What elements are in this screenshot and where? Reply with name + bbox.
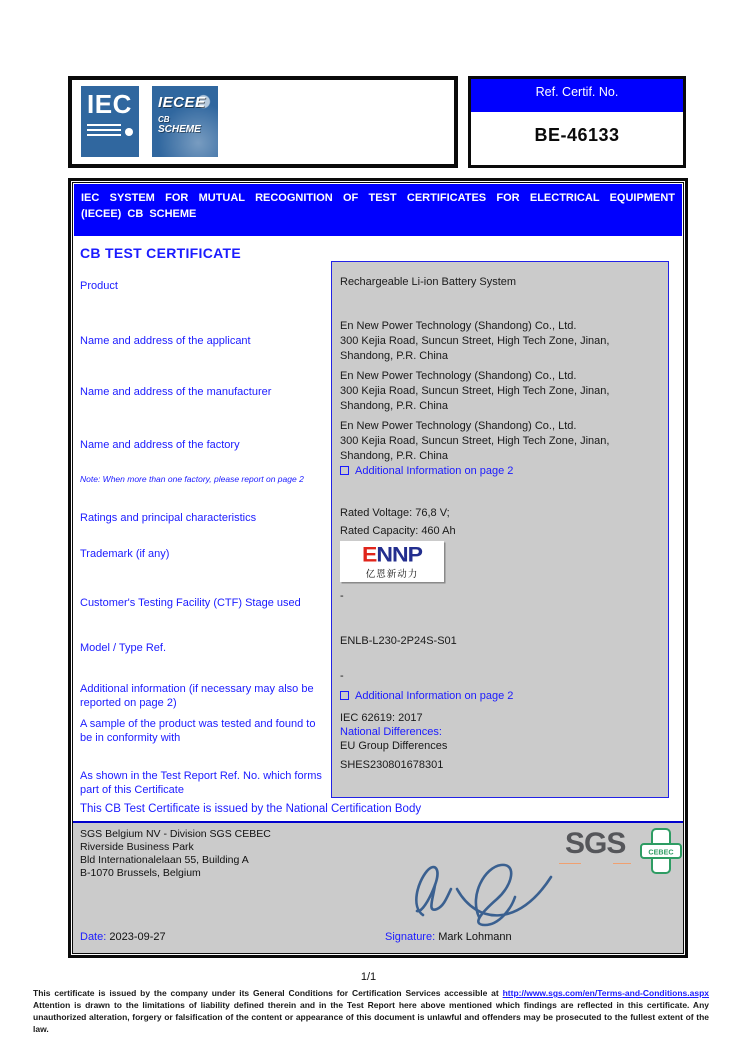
iecee-logo-line3: SCHEME (158, 124, 201, 135)
standard-value: IEC 62619: 2017 (340, 712, 423, 724)
terms-link[interactable]: http://www.sgs.com/en/Terms-and-Conditions.aspx (502, 988, 709, 998)
additional-info-value: - (340, 670, 344, 682)
test-report-value: SHES230801678301 (340, 759, 444, 771)
factory-line3: Shandong, P.R. China (340, 449, 449, 462)
national-differences-value: EU Group Differences (340, 740, 448, 752)
trademark-chinese-text: 亿恩新动力 (365, 569, 419, 581)
ncb-address-line3: Bld Internationalelaan 55, Building A (80, 854, 249, 867)
factory-label: Name and address of the factory (80, 439, 240, 451)
ncb-address-line4: B-1070 Brussels, Belgium (80, 867, 201, 880)
trademark-logo (340, 541, 444, 582)
cebec-logo-text: CEBEC (648, 847, 674, 857)
product-label: Product (80, 280, 118, 292)
legal-text (33, 988, 709, 1036)
conformity-label: A sample of the product was tested and found to be in conformity with (80, 718, 316, 745)
iec-logo-dot-icon (125, 128, 133, 136)
date-value: 2023-09-27 (109, 931, 166, 943)
scheme-banner: IEC SYSTEM FOR MUTUAL RECOGNITION OF TEST CERTIFICATES FOR ELECTRICAL EQUIPMENT (IECEE) CB SCHEME (74, 184, 682, 236)
certificate-body (73, 237, 683, 821)
iec-logo-icon (81, 86, 139, 157)
ennp-logo-e: E (362, 542, 377, 566)
additional-info-checkbox (340, 691, 349, 700)
values-panel (331, 261, 669, 798)
cebec-logo-icon (639, 827, 683, 875)
rated-capacity-value: Rated Capacity: 460 Ah (340, 525, 456, 537)
applicant-line2: 300 Kejia Road, Suncun Street, High Tech Zone, Jinan, (340, 334, 610, 347)
applicant-line1: En New Power Technology (Shandong) Co., Ltd. (340, 320, 577, 332)
ref-certif-label: Ref. Certif. No. (471, 79, 683, 112)
additional-info-text: Additional Information on page 2 (355, 690, 514, 702)
ctf-value: - (340, 590, 344, 602)
factory-additional-info-checkbox (340, 466, 349, 475)
issued-statement: This CB Test Certificate is issued by the National Certification Body (80, 803, 422, 815)
applicant-line3: Shandong, P.R. China (340, 349, 449, 362)
factory-line1: En New Power Technology (Shandong) Co., Ltd. (340, 420, 577, 432)
iecee-logo-line2: CB (158, 115, 170, 124)
ennp-logo-nnp: NNP (376, 542, 422, 566)
certificate-main-box (68, 178, 688, 958)
applicant-value (340, 319, 662, 364)
certificate-title: CB TEST CERTIFICATE (80, 245, 241, 261)
iecee-logo-line1: IECEE (158, 94, 206, 111)
factory-value (340, 419, 662, 479)
product-value: Rechargeable Li-ion Battery System (340, 276, 517, 288)
page-number: 1/1 (360, 971, 377, 983)
ctf-label: Customer's Testing Facility (CTF) Stage used (80, 597, 301, 609)
certificate-main-inner (72, 182, 684, 954)
sgs-logo-accent-right (613, 863, 631, 864)
ncb-footer (73, 821, 683, 953)
model-label: Model / Type Ref. (80, 642, 167, 654)
manufacturer-line2: 300 Kejia Road, Suncun Street, High Tech Zone, Jinan, (340, 384, 610, 397)
factory-note: Note: When more than one factory, please report on page 2 (80, 474, 304, 484)
iec-logo-text: IEC (87, 89, 132, 119)
sgs-logo-icon: SGS (565, 827, 626, 860)
signature-name: Mark Lohmann (438, 931, 512, 943)
model-value: ENLB-L230-2P24S-S01 (340, 635, 457, 647)
rated-voltage-value: Rated Voltage: 76,8 V; (340, 507, 450, 519)
legal-pre-link: This certificate is issued by the company under its General Conditions for Certification Services accessible at (33, 988, 503, 998)
logo-box (68, 76, 458, 168)
ref-certif-box (468, 76, 686, 168)
factory-additional-info-text: Additional Information on page 2 (355, 464, 514, 477)
manufacturer-line3: Shandong, P.R. China (340, 399, 449, 412)
applicant-label: Name and address of the applicant (80, 335, 251, 347)
ncb-address-line1: SGS Belgium NV - Division SGS CEBEC (80, 828, 271, 840)
trademark-label: Trademark (if any) (80, 548, 170, 560)
date-row (80, 931, 166, 943)
national-differences-label: National Differences: (340, 726, 442, 738)
ratings-label: Ratings and principal characteristics (80, 512, 257, 524)
test-report-label: As shown in the Test Report Ref. No. which forms part of this Certificate (80, 770, 322, 797)
manufacturer-line1: En New Power Technology (Shandong) Co., Ltd. (340, 370, 577, 382)
ref-certif-number: BE-46133 (534, 125, 620, 145)
factory-line2: 300 Kejia Road, Suncun Street, High Tech Zone, Jinan, (340, 434, 610, 447)
ncb-address-line2: Riverside Business Park (80, 841, 194, 854)
iecee-cb-scheme-logo-icon (152, 86, 218, 157)
ennp-logo-icon (342, 543, 442, 565)
legal-post-link: Attention is drawn to the limitations of liability defined therein and in the Test Report here above mentioned which findings are reflected in this certificate. Any unauthorized alteration, forgery or falsification of the content or appearance of this document is unlawful and offenders may be prosecuted to the fullest extent of the law. (33, 999, 709, 1034)
iec-logo-lines (87, 124, 133, 136)
additional-info-row (340, 689, 662, 704)
manufacturer-label: Name and address of the manufacturer (80, 386, 272, 398)
signature-label: Signature: (385, 931, 436, 943)
date-label: Date: (80, 931, 107, 943)
signature-row (385, 931, 512, 943)
additional-info-label: Additional information (if necessary may also be reported on page 2) (80, 683, 314, 710)
manufacturer-value (340, 369, 662, 414)
signature-icon (393, 859, 568, 929)
ncb-address (80, 828, 271, 881)
factory-additional-info-row (340, 464, 662, 479)
